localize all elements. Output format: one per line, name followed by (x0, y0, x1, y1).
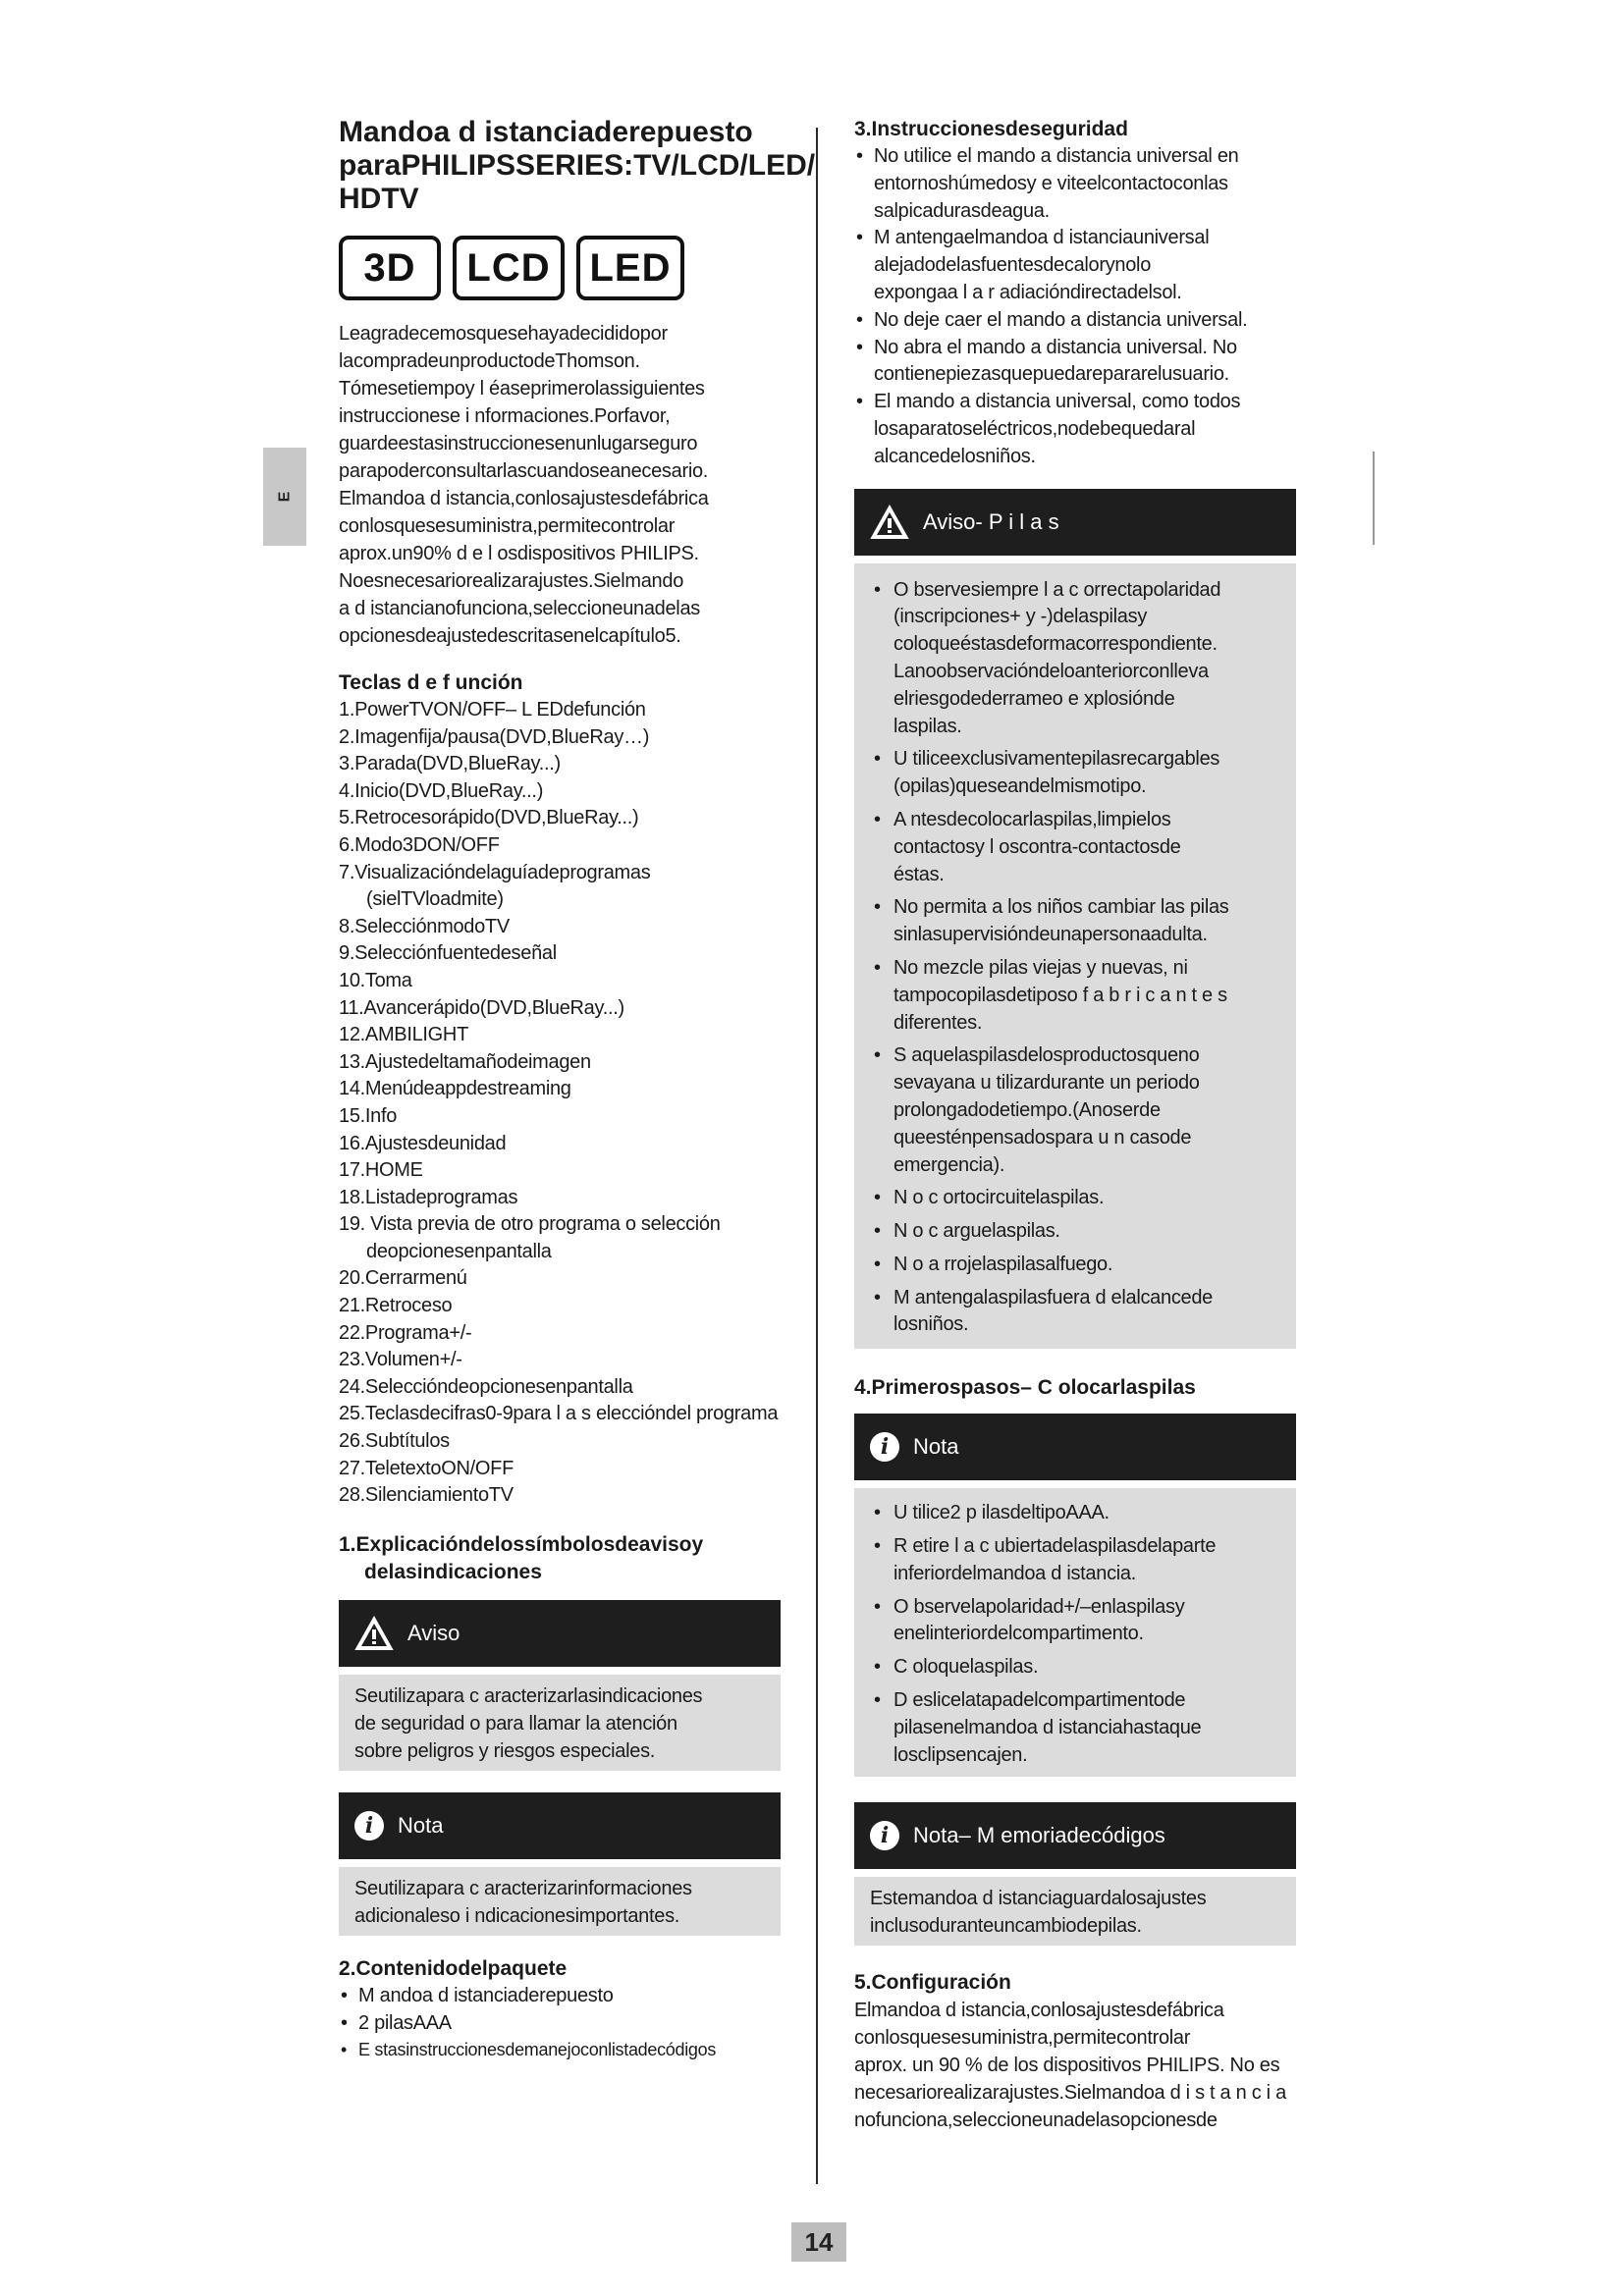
list-item: • U tilice2 p ilasdeltipoAAA. (870, 1500, 1280, 1527)
list-item: • M antengalaspilasfuera d elalcancede losniños. (870, 1285, 1280, 1340)
list-item: 3.Parada(DVD,BlueRay...) (339, 753, 561, 775)
list-item: 6.Modo3DON/OFF (339, 833, 500, 856)
title-line: paraPHILIPSSERIES:TV/LCD/LED/ (339, 149, 816, 182)
warning-icon (354, 1616, 394, 1651)
list-item: • R etire l a c ubiertadelaspilasdelaparte inferiordelmandoa d istancia. (870, 1533, 1280, 1588)
intro-line: lacompradeunproductodeThomson. (339, 350, 640, 372)
section-2-heading: 2.Contenidodelpaquete (339, 1956, 568, 1980)
intro-line: aprox.un90% d e l osdispositivos PHILIPS. (339, 543, 699, 564)
left-column (339, 116, 816, 2064)
box-line: Estemandoa d istanciaguardalosajustes (870, 1888, 1207, 1910)
list-item: 27.TeletextoON/OFF (339, 1457, 514, 1479)
list-item: • D eslicelatapadelcompartimentode pilasenelmandoa d istanciahastaque losclipsencajen. (870, 1687, 1280, 1769)
list-item: • S aquelaspilasdelosproductosqueno sevayana u tilizardurante un periodo prolongadodetiempo.(Anoserde queesténpensadospara u n casode emergencia). (870, 1042, 1280, 1179)
column-divider (816, 128, 818, 2184)
nota-memoria-header (854, 1802, 1296, 1869)
list-item: 9.Selecciónfuentedeseñal (339, 942, 557, 965)
list-item: 21.Retroceso (339, 1295, 453, 1317)
list-item: • O bservelapolaridad+/–enlaspilasy enelinteriordelcompartimento. (870, 1594, 1280, 1649)
list-item: • N o c ortocircuitelaspilas. (870, 1185, 1280, 1212)
side-tab-label: E (275, 491, 293, 503)
list-item: 14.Menúdeappdestreaming (339, 1078, 571, 1100)
page-number: 14 (791, 2222, 846, 2262)
list-item: 7.Visualizacióndelaguíadeprogramas (sielTVloadmite) (339, 861, 651, 911)
section-4-heading: 4.Primerospasos– C olocarlaspilas (854, 1376, 1196, 1400)
list-item: 8.SelecciónmodoTV (339, 915, 510, 937)
list-item: • N o a rrojelaspilasalfuego. (870, 1252, 1280, 1279)
box-line: inclusoduranteuncambiodepilas. (870, 1915, 1142, 1938)
keys-heading: Teclas d e f unción (339, 671, 523, 694)
nota-memoria-box (854, 1802, 1296, 1946)
text-line: Elmandoa d istancia,conlosajustesdefábrica (854, 2000, 1224, 2022)
intro-line: conlosquesesuministra,permitecontrolar (339, 515, 676, 537)
nota-box (339, 1792, 781, 1936)
list-item: 11.Avancerápido(DVD,BlueRay...) (339, 996, 624, 1019)
list-item: • No abra el mando a distancia universal. No contienepiezasquepuedarepararelusuario. (854, 335, 1296, 390)
intro-line: parapoderconsultarlascuandoseanecesario. (339, 460, 709, 482)
intro-paragraph (339, 320, 781, 650)
list-item: 19. Vista previa de otro programa o selección deopcionesenpantalla (339, 1213, 721, 1262)
list-item: • No utilice el mando a distancia universal en entornoshúmedosy e viteelcontactoconlas salpicadurasdeagua. (854, 143, 1296, 225)
title-line: Mandoa d istanciaderepuesto (339, 116, 753, 148)
list-item: • O bservesiempre l a c orrectapolaridad (inscripciones+ y -)delaspilasy coloqueéstasdeformacorrespondiente. Lanoobservacióndeloanteriorconlleva elriesgodederrameo e xplosiónde laspilas. (870, 577, 1280, 741)
section-5-heading: 5.Configuración (854, 1971, 1011, 1995)
list-item: 1.PowerTVON/OFF– L EDdefunción (339, 699, 646, 721)
battery-warnings-list (870, 577, 1280, 1340)
list-item: • No mezcle pilas viejas y nuevas, ni tampocopilasdetiposo f a b r i c a n t e s diferentes. (870, 955, 1280, 1037)
nota-box-header (339, 1792, 781, 1859)
list-item: 24.Seleccióndeopcionesenpantalla (339, 1375, 633, 1398)
aviso-label: Aviso (407, 1620, 460, 1645)
info-icon: i (870, 1821, 899, 1850)
list-item: 5.Retrocesorápido(DVD,BlueRay...) (339, 807, 639, 829)
info-icon: i (354, 1811, 384, 1841)
box-line: Seutilizapara c aracterizarinformaciones (354, 1877, 692, 1899)
document-title (339, 116, 816, 216)
intro-line: guardeestasinstruccionesenunlugarseguro (339, 433, 698, 454)
list-item: • 2 pilasAAA (339, 2010, 781, 2038)
list-item: 13.Ajustedeltamañodeimagen (339, 1050, 591, 1073)
warning-icon (870, 505, 909, 540)
nota-pilas-label: Nota (913, 1434, 959, 1460)
aviso-pilas-header (854, 489, 1296, 556)
list-item: 26.Subtítulos (339, 1430, 450, 1453)
list-item: 4.Inicio(DVD,BlueRay...) (339, 779, 544, 802)
list-item: • E stasinstruccionesdemanejoconlistadecódigos (339, 2037, 781, 2064)
function-keys-list (339, 697, 781, 1510)
aviso-box-header (339, 1600, 781, 1667)
box-line: adicionaleso i ndicacionesimportantes. (354, 1904, 680, 1927)
safety-list (854, 143, 1296, 471)
list-item: 16.Ajustesdeunidad (339, 1132, 507, 1154)
package-contents-list (339, 1983, 781, 2064)
list-item: • No deje caer el mando a distancia universal. (854, 307, 1296, 335)
nota-memoria-body (854, 1877, 1296, 1946)
text-line: nofunciona,seleccioneunadelasopcionesde (854, 2109, 1218, 2132)
aviso-box-body (339, 1675, 781, 1771)
badge-led: LED (576, 236, 684, 300)
aviso-pilas-label: Aviso- P i l a s (923, 508, 1059, 534)
list-item: 15.Info (339, 1104, 398, 1127)
aviso-pilas-box (854, 489, 1296, 1350)
list-item: 12.AMBILIGHT (339, 1024, 468, 1046)
list-item: 17.HOME (339, 1159, 423, 1182)
nota-box-body (339, 1867, 781, 1936)
list-item: 2.Imagenfija/pausa(DVD,BlueRay…) (339, 725, 650, 748)
intro-line: opcionesdeajustedescritasenelcapítulo5. (339, 625, 681, 647)
list-item: • M andoa d istanciaderepuesto (339, 1983, 781, 2010)
intro-line: Tómesetiempoy l éaseprimerolassiguientes (339, 378, 705, 400)
section-3-heading: 3.Instruccionesdeseguridad (854, 118, 1128, 140)
feature-badges (339, 236, 781, 300)
battery-steps-list (870, 1500, 1280, 1769)
box-line: Seutilizapara c aracterizarlasindicaciones (354, 1684, 703, 1707)
list-item: • El mando a distancia universal, como todos losaparatoseléctricos,nodebequedaral alcancedelosniños. (854, 389, 1296, 470)
aviso-box (339, 1600, 781, 1771)
box-line: sobre peligros y riesgos especiales. (354, 1739, 656, 1762)
heading-line: delasindicaciones (364, 1560, 542, 1583)
list-item: • N o c arguelaspilas. (870, 1218, 1280, 1246)
list-item: 25.Teclasdecifras0-9para l a s eleccióndel programa (339, 1403, 779, 1425)
list-item: 20.Cerrarmenú (339, 1267, 467, 1290)
text-line: necesariorealizarajustes.Sielmandoa d i s t a n c i a (854, 2082, 1286, 2105)
list-item: • No permita a los niños cambiar las pilas sinlasupervisióndeunapersonaadulta. (870, 894, 1280, 949)
badge-3d: 3D (339, 236, 441, 300)
text-line: aprox. un 90 % de los dispositivos PHILIPS. No es (854, 2055, 1280, 2077)
configuration-paragraph (854, 1997, 1296, 2134)
list-item: • U tiliceexclusivamentepilasrecargables (opilas)queseandelmismotipo. (870, 746, 1280, 801)
intro-line: instruccionese i nformaciones.Porfavor, (339, 405, 671, 427)
intro-line: Elmandoa d istancia,conlosajustesdefábrica (339, 488, 709, 509)
list-item: 18.Listadeprogramas (339, 1186, 518, 1208)
language-side-tab (263, 448, 306, 546)
list-item: • A ntesdecolocarlaspilas,limpielos contactosy l oscontra-contactosde éstas. (870, 807, 1280, 888)
right-margin-mark (1373, 452, 1375, 545)
list-item: 10.Toma (339, 969, 412, 991)
nota-pilas-box (854, 1414, 1296, 1777)
right-column (854, 116, 1296, 2134)
list-item: 28.SilenciamientoTV (339, 1484, 514, 1507)
list-item: 23.Volumen+/- (339, 1349, 462, 1371)
nota-label: Nota (398, 1812, 444, 1838)
info-icon: i (870, 1432, 899, 1462)
title-line: HDTV (339, 183, 419, 215)
aviso-pilas-body (854, 563, 1296, 1350)
nota-pilas-body (854, 1488, 1296, 1777)
intro-line: Noesnecesariorealizarajustes.Sielmando (339, 570, 684, 592)
box-line: de seguridad o para llamar la atención (354, 1712, 677, 1735)
intro-line: Leagradecemosquesehayadecididopor (339, 323, 668, 345)
list-item: 22.Programa+/- (339, 1321, 472, 1344)
section-1-heading (339, 1531, 781, 1586)
nota-memoria-label: Nota– M emoriadecódigos (913, 1823, 1165, 1848)
list-item: • C oloquelaspilas. (870, 1654, 1280, 1682)
badge-lcd: LCD (453, 236, 565, 300)
nota-pilas-header (854, 1414, 1296, 1480)
text-line: conlosquesesuministra,permitecontrolar (854, 2027, 1191, 2050)
heading-line: 1.Explicacióndelossímbolosdeavisoy (339, 1532, 704, 1556)
list-item: • M antengaelmandoa d istanciauniversal alejadodelasfuentesdecalorynolo expongaa l a r adiacióndirectadelsol. (854, 225, 1296, 306)
intro-line: a d istancianofunciona,seleccioneunadelas (339, 598, 700, 619)
